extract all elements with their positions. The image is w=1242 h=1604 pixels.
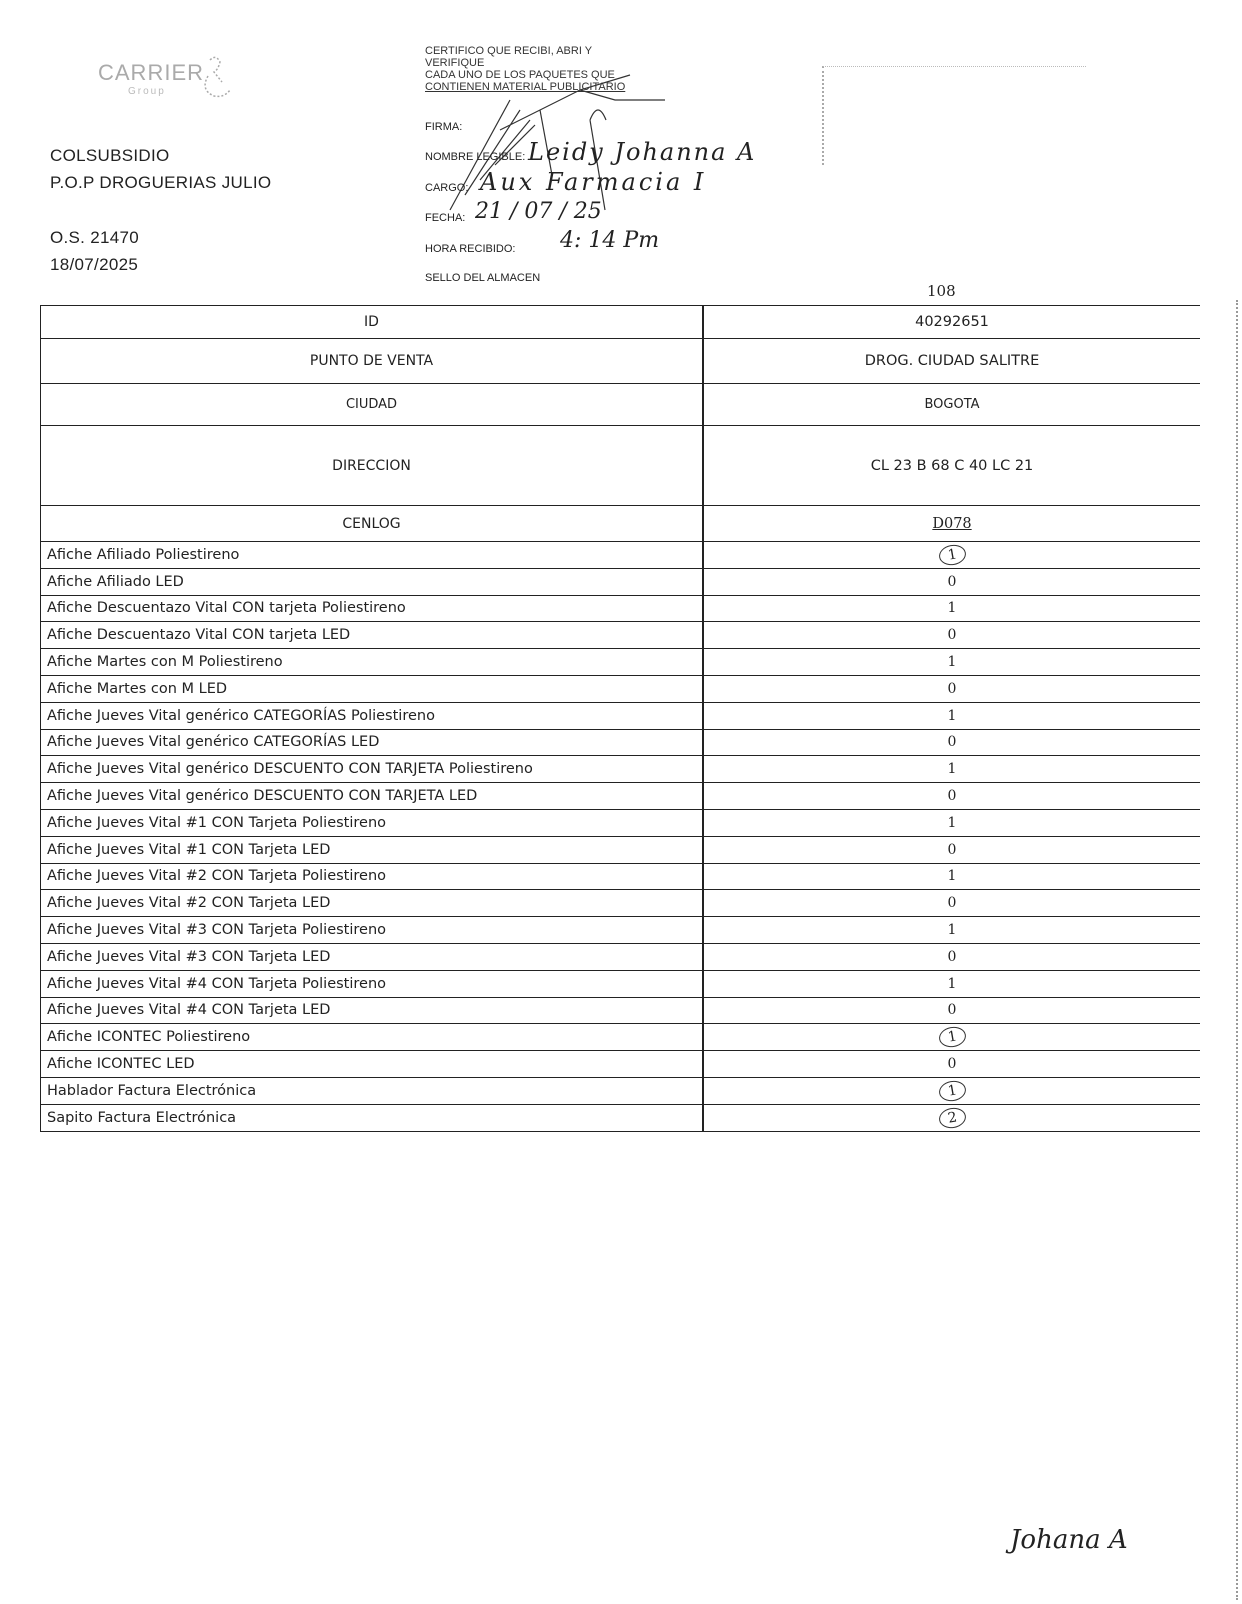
item-quantity-cell (703, 542, 1200, 569)
item-row (41, 943, 1201, 970)
nombre-value: Leidy Johanna A (528, 138, 757, 166)
campaign-title: P.O.P DROGUERIAS JULIO (50, 173, 272, 192)
item-row (41, 702, 1201, 729)
item-quantity: 0 (947, 1056, 957, 1073)
item-quantity-cell (703, 675, 1200, 702)
item-quantity: 0 (947, 1002, 957, 1019)
item-row (41, 863, 1201, 890)
item-quantity-cell (703, 756, 1200, 783)
item-row (41, 729, 1201, 756)
item-quantity: 1 (947, 761, 957, 778)
header-row-id (41, 306, 1201, 339)
item-quantity: 0 (947, 680, 957, 697)
item-name: Afiche Jueves Vital #1 CON Tarjeta Poliestireno (41, 809, 704, 836)
fecha-label: FECHA: (425, 212, 466, 224)
item-row (41, 542, 1201, 569)
item-row (41, 997, 1201, 1024)
scan-edge (1236, 300, 1238, 1600)
item-row (41, 622, 1201, 649)
item-name: Afiche Jueves Vital genérico CATEGORÍAS LED (41, 729, 704, 756)
item-quantity: 0 (947, 788, 957, 805)
item-quantity-cell (703, 1024, 1200, 1051)
item-row (41, 836, 1201, 863)
item-name: Afiche Jueves Vital #3 CON Tarjeta Poliestireno (41, 917, 704, 944)
item-row (41, 756, 1201, 783)
item-quantity-cell (703, 836, 1200, 863)
header-value: DROG. CIUDAD SALITRE (703, 339, 1200, 384)
company-name: COLSUBSIDIO (50, 146, 170, 165)
header-value: BOGOTA (703, 384, 1200, 426)
item-name: Afiche Jueves Vital #2 CON Tarjeta Poliestireno (41, 863, 704, 890)
item-name: Afiche Afiliado Poliestireno (41, 542, 704, 569)
logo-figure-icon (196, 54, 236, 104)
item-quantity-cell (703, 943, 1200, 970)
item-quantity-cell (703, 1051, 1200, 1078)
logo-subtext: Group (128, 86, 166, 97)
item-row (41, 649, 1201, 676)
item-row (41, 1024, 1201, 1051)
item-quantity-cell (703, 622, 1200, 649)
header-row-cenlog (41, 506, 1201, 542)
order-number: O.S. 21470 (50, 228, 140, 247)
item-row (41, 970, 1201, 997)
item-quantity-cell (703, 649, 1200, 676)
item-quantity: 0 (947, 895, 957, 912)
item-name: Afiche ICONTEC LED (41, 1051, 704, 1078)
item-quantity-cell (703, 809, 1200, 836)
hora-value: 4: 14 Pm (560, 228, 660, 253)
sello-label: SELLO DEL ALMACEN (425, 272, 541, 284)
item-name: Hablador Factura Electrónica (41, 1077, 704, 1104)
header-label: PUNTO DE VENTA (41, 339, 704, 384)
item-quantity-cell (703, 863, 1200, 890)
item-row (41, 675, 1201, 702)
item-quantity-cell (703, 702, 1200, 729)
item-quantity: 0 (947, 734, 957, 751)
item-name: Afiche Jueves Vital #4 CON Tarjeta Poliestireno (41, 970, 704, 997)
header-value: 40292651 (703, 306, 1200, 339)
delivery-table (40, 305, 1200, 1132)
item-quantity-cell (703, 729, 1200, 756)
item-name: Afiche Descuentazo Vital CON tarjeta Poliestireno (41, 595, 704, 622)
item-name: Afiche Afiliado LED (41, 568, 704, 595)
item-name: Afiche Jueves Vital genérico DESCUENTO CON TARJETA Poliestireno (41, 756, 704, 783)
item-quantity-circled: 1 (937, 543, 967, 567)
item-quantity: 0 (947, 841, 957, 858)
item-row (41, 783, 1201, 810)
fecha-value: 21 / 07 / 25 (475, 199, 602, 224)
item-name: Afiche Jueves Vital #2 CON Tarjeta LED (41, 890, 704, 917)
cert-line: CADA UNO DE LOS PAQUETES QUE (425, 69, 615, 81)
firma-label: FIRMA: (425, 121, 463, 133)
item-quantity: 1 (947, 922, 957, 939)
item-name: Afiche Jueves Vital genérico CATEGORÍAS Poliestireno (41, 702, 704, 729)
item-name: Afiche Martes con M LED (41, 675, 704, 702)
cert-line: VERIFIQUE (425, 57, 485, 69)
header-row-ciudad (41, 384, 1201, 426)
bottom-signature: Johana A (1010, 1525, 1128, 1555)
item-row (41, 1077, 1201, 1104)
hora-label: HORA RECIBIDO: (425, 243, 516, 255)
item-row (41, 595, 1201, 622)
item-row (41, 568, 1201, 595)
item-quantity: 1 (947, 975, 957, 992)
header-row-punto-de-venta (41, 339, 1201, 384)
item-quantity-cell (703, 1077, 1200, 1104)
item-row (41, 809, 1201, 836)
item-quantity-cell (703, 595, 1200, 622)
item-name: Afiche Jueves Vital #1 CON Tarjeta LED (41, 836, 704, 863)
item-row (41, 1104, 1201, 1131)
warehouse-stamp-area (822, 66, 1086, 165)
header-value: CL 23 B 68 C 40 LC 21 (703, 426, 1200, 506)
company-logo (88, 52, 238, 112)
item-name: Afiche Jueves Vital #3 CON Tarjeta LED (41, 943, 704, 970)
nombre-label: NOMBRE LEGIBLE: (425, 151, 526, 163)
item-row (41, 890, 1201, 917)
cert-line: CONTIENEN MATERIAL PUBLICITARIO (425, 81, 626, 93)
item-quantity: 0 (947, 627, 957, 644)
item-quantity-circled: 1 (937, 1025, 967, 1049)
item-quantity: 0 (947, 573, 957, 590)
header-label: CIUDAD (41, 384, 704, 426)
item-quantity-cell (703, 783, 1200, 810)
header-label: ID (41, 306, 704, 339)
item-name: Afiche Jueves Vital #4 CON Tarjeta LED (41, 997, 704, 1024)
header-row-direccion (41, 426, 1201, 506)
order-date: 18/07/2025 (50, 255, 139, 274)
item-quantity-cell (703, 917, 1200, 944)
header-label: DIRECCION (41, 426, 704, 506)
item-row (41, 1051, 1201, 1078)
item-quantity: 1 (947, 707, 957, 724)
item-quantity-cell (703, 997, 1200, 1024)
item-quantity: 0 (947, 948, 957, 965)
item-quantity-circled: 2 (937, 1105, 967, 1129)
item-quantity: 1 (947, 814, 957, 831)
item-name: Afiche Martes con M Poliestireno (41, 649, 704, 676)
item-quantity-cell (703, 890, 1200, 917)
item-quantity: 1 (947, 600, 957, 617)
item-name: Afiche Descuentazo Vital CON tarjeta LED (41, 622, 704, 649)
item-name: Afiche ICONTEC Poliestireno (41, 1024, 704, 1051)
item-name: Afiche Jueves Vital genérico DESCUENTO CON TARJETA LED (41, 783, 704, 810)
item-quantity-cell (703, 568, 1200, 595)
cert-line: CERTIFICO QUE RECIBI, ABRI Y (425, 45, 593, 57)
cargo-label: CARGO: (425, 182, 469, 194)
item-row (41, 917, 1201, 944)
item-quantity-cell (703, 970, 1200, 997)
cargo-value: Aux Farmacia I (480, 168, 707, 196)
item-quantity-circled: 1 (937, 1079, 967, 1103)
page-number: 108 (927, 282, 956, 300)
item-quantity: 1 (947, 654, 957, 671)
item-name: Sapito Factura Electrónica (41, 1104, 704, 1131)
header-value: D078 (703, 506, 1200, 542)
item-quantity-cell (703, 1104, 1200, 1131)
header-label: CENLOG (41, 506, 704, 542)
logo-text: CARRIER (98, 60, 205, 85)
item-quantity: 1 (947, 868, 957, 885)
